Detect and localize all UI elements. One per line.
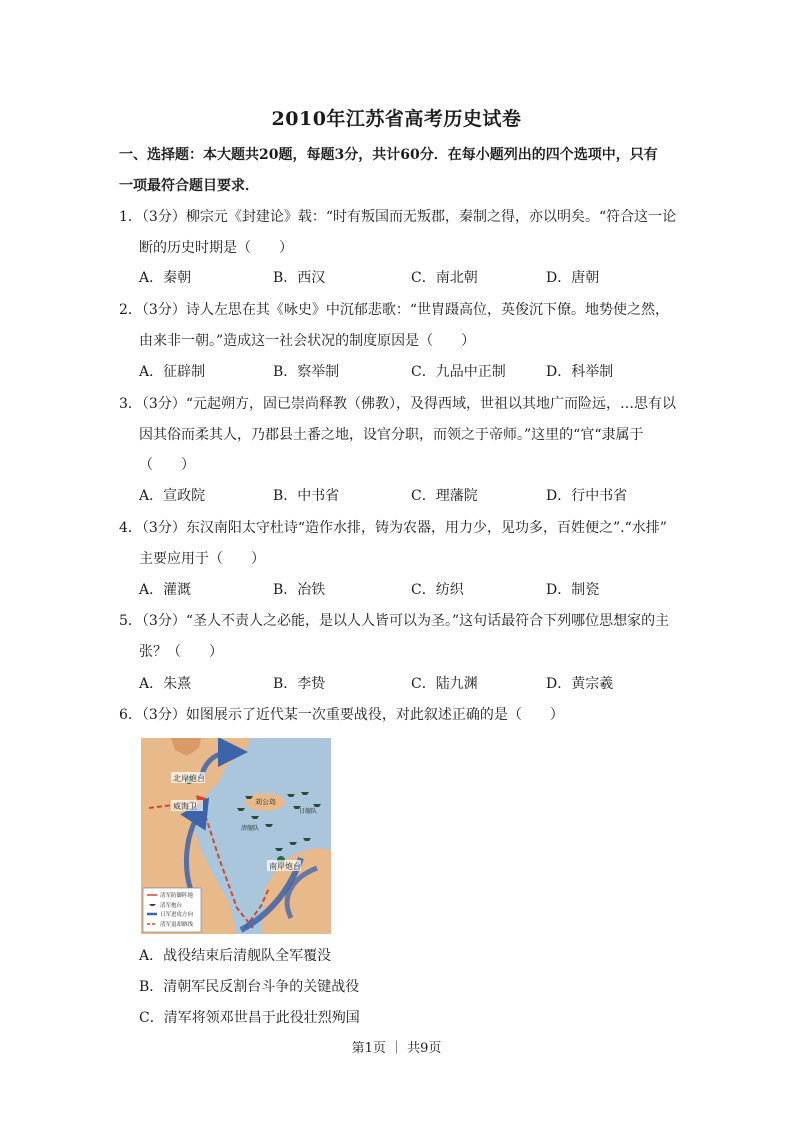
question-3-line1: 3．（3分）“元起朔方，固已崇尚释教（佛教），及得西域，世祖以其地广而险远，…思有以 [119,396,676,412]
legend-item-2: 清军炮台 [160,903,183,909]
label-south-fort: 南岸炮台 [269,862,301,871]
question-1-line1: 1．（3分）柳宗元《封建论》载：“时有叛国而无叛郡，秦制之得，亦以明矣。“符合这一论 [119,209,677,225]
question-3-line3: （ ） [139,457,195,473]
label-liugong-island: 刘公岛 [255,798,276,806]
page-footer: 第1页 ｜ 共9页 [351,1041,442,1056]
question-1-option-a[interactable]: A．秦朝 [139,270,192,286]
question-1-option-d[interactable]: D．唐朝 [546,270,600,286]
question-3-option-c[interactable]: C．理藩院 [411,488,478,504]
question-5-line2: 张？（ ） [139,644,223,660]
legend-item-4: 清军退却路线 [160,922,194,928]
question-3-line2: 因其俗而柔其人，乃郡县土番之地，设官分职，而领之于帝师。”这里的“官“隶属于 [139,427,644,443]
question-2-option-d[interactable]: D．科举制 [546,364,614,380]
battle-map-image [141,738,331,934]
question-5-option-a[interactable]: A．朱熹 [139,676,192,692]
label-qing-fleet: 清舰队 [241,825,260,832]
question-3-option-b[interactable]: B．中书省 [273,488,340,504]
question-4-option-b[interactable]: B．冶铁 [273,582,326,598]
question-6-option-a[interactable]: A．战役结束后清舰队全军覆没 [139,948,332,964]
question-2-option-c[interactable]: C．九品中正制 [411,364,506,380]
page-title: 2010年江苏省高考历史试卷 [271,108,522,130]
label-weihaiwei: 威海卫 [173,802,197,811]
question-4-option-c[interactable]: C．纺织 [411,582,464,598]
section-heading-line1: 一、选择题：本大题共20题，每题3分，共计60分．在每小题列出的四个选项中，只有 [119,147,658,163]
map-legend [143,888,201,932]
label-north-fort: 北岸炮台 [173,774,205,783]
question-6-option-b[interactable]: B．清朝军民反割台斗争的关键战役 [139,979,360,995]
question-5-line1: 5．（3分）“圣人不责人之必能，是以人人皆可以为圣。”这句话最符合下列哪位思想家的主 [119,613,670,629]
question-1-option-b[interactable]: B．西汉 [273,270,326,286]
question-2-line2: 由来非一朝。”造成这一社会状况的制度原因是（ ） [139,333,476,349]
question-5-option-b[interactable]: B．李贽 [273,676,326,692]
question-4-line2: 主要应用于（ ） [139,551,265,567]
battle-map-figure [141,738,331,934]
question-5-option-c[interactable]: C．陆九渊 [411,676,478,692]
label-japanese-fleet: 日舰队 [299,808,318,815]
question-5-option-d[interactable]: D．黄宗羲 [546,676,614,692]
question-2-line1: 2．（3分）诗人左思在其《咏史》中沉郁悲歌：“世胄蹑高位，英俊沉下僚。地势使之然， [119,302,669,318]
question-4-option-d[interactable]: D．制瓷 [546,582,600,598]
question-6-line1: 6．（3分）如图展示了近代某一次重要战役，对此叙述正确的是（ ） [119,707,564,723]
question-4-line1: 4．（3分）东汉南阳太守杜诗“造作水排，铸为农器，用力少，见功多，百姓便之”.“水排” [119,520,667,536]
legend-item-3: 日军进攻方向 [160,912,194,918]
question-3-option-d[interactable]: D．行中书省 [546,488,628,504]
question-1-option-c[interactable]: C．南北朝 [411,270,478,286]
question-2-option-b[interactable]: B．察举制 [273,364,340,380]
question-4-option-a[interactable]: A．灌溉 [139,582,192,598]
question-2-option-a[interactable]: A．征辟制 [139,364,206,380]
section-heading-line2: 一项最符合题目要求． [119,178,259,194]
question-3-option-a[interactable]: A．宣政院 [139,488,206,504]
question-6-option-c[interactable]: C．清军将领邓世昌于此役壮烈殉国 [139,1010,360,1026]
question-1-line2: 断的历史时期是（ ） [139,240,293,256]
legend-item-1: 清军防御阵地 [160,893,194,899]
